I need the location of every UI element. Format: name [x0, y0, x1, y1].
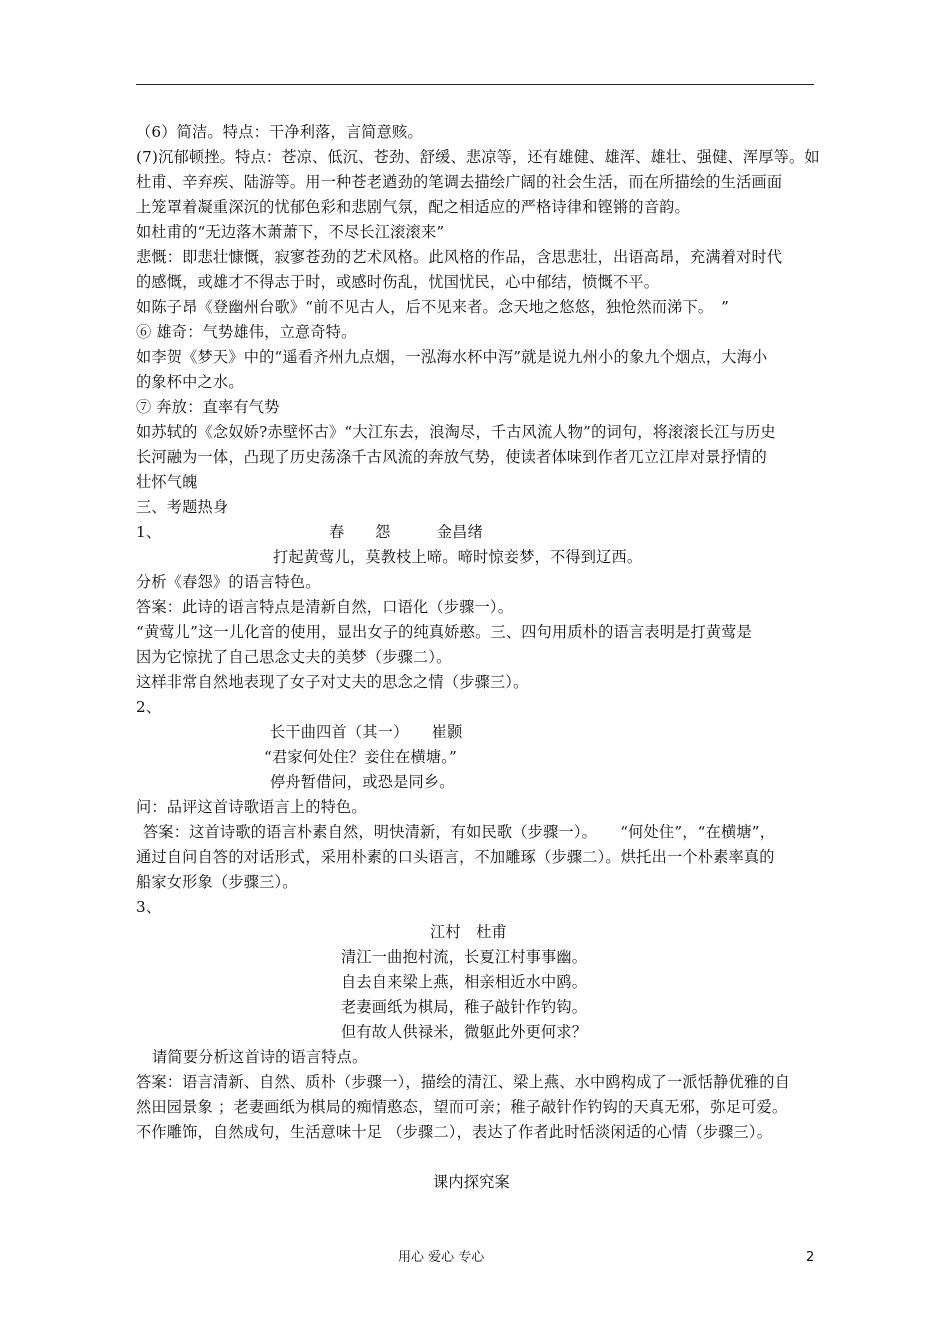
text-line: 然田园景象 ；老妻画纸为棋局的痴情憨态，望而可亲；稚子敲针作钓钩的天真无邪，弥足可爱。 — [136, 1098, 788, 1116]
text-line: 不作雕饰，自然成句，生活意味十足 （步骤二），表达了作者此时恬淡闲适的心情（步骤三）。 — [136, 1123, 773, 1141]
text-line: 的感慨，或雄才不得志于时，或感时伤乱，忧国忧民，心中郁结，愤慨不平。 — [136, 273, 660, 291]
text-line: (7)沉郁顿挫。特点：苍凉、低沉、苍劲、舒缓、悲凉等，还有雄健、雄浑、雄壮、强健、浑厚等。如 — [136, 148, 820, 166]
poem-line: 老妻画纸为棋局，稚子敲针作钓钩。 — [341, 998, 588, 1016]
text-line: 分析《春怨》的语言特色。 — [136, 573, 321, 591]
poem-title: 江村 杜甫 — [430, 923, 507, 941]
question-number: 2、 — [136, 698, 162, 716]
text-line: 悲慨：即悲壮慷慨，寂寥苍劲的艺术风格。此风格的作品，含思悲壮，出语高昂，充满着对时代 — [136, 248, 783, 266]
text-line: 壮怀气魄 — [136, 473, 198, 491]
text-line: 请简要分析这首诗的语言特点。 — [152, 1048, 368, 1066]
text-line: 如杜甫的“无边落木萧萧下，不尽长江滚滚来” — [136, 223, 445, 241]
poem-line: 清江一曲抱村流，长夏江村事事幽。 — [341, 948, 588, 966]
text-line: “黄莺儿”这一儿化音的使用，显出女子的纯真娇憨。三、四句用质朴的语言表明是打黄莺是 — [136, 623, 753, 641]
poem-line: 停舟暂借问，或恐是同乡。 — [270, 773, 455, 791]
poem-line: 自去自来梁上燕，相亲相近水中鸥。 — [341, 973, 588, 991]
page-number: 2 — [806, 1250, 815, 1265]
text-line: （6）简洁。特点：干净利落，言简意赅。 — [136, 123, 423, 141]
text-line: 答案：这首诗歌的语言朴素自然，明快清新，有如民歌（步骤一）。 “何处住”，“在横塘”， — [143, 823, 776, 841]
text-line: 因为它惊扰了自己思念丈夫的美梦（步骤二）。 — [136, 648, 452, 666]
text-line: 这样非常自然地表现了女子对丈夫的思念之情（步骤三）。 — [136, 673, 529, 691]
text-line: ⑥ 雄奇：气势雄伟，立意奇特。 — [136, 323, 357, 341]
poem-title: 长干曲四首（其一） 崔颢 — [270, 723, 463, 741]
poem-title: 春 怨 金昌绪 — [329, 523, 483, 541]
text-line: 如苏轼的《念奴娇?赤壁怀古》“大江东去，浪淘尽，千古风流人物”的词句，将滚滚长江与历史 — [136, 423, 776, 441]
text-line: 答案：此诗的语言特点是清新自然，口语化（步骤一）。 — [136, 598, 514, 616]
text-line: 通过自问自答的对话形式，采用朴素的口头语言，不加雕琢（步骤二）。烘托出一个朴素率真的 — [136, 848, 775, 866]
section-title: 课内探究案 — [433, 1173, 510, 1191]
text-line: 船家女形象（步骤三）。 — [136, 873, 298, 891]
text-line: ⑦ 奔放：直率有气势 — [136, 398, 280, 416]
text-line: 的象杯中之水。 — [136, 373, 244, 391]
text-line: 上笼罩着凝重深沉的忧郁色彩和悲剧气氛，配之相适应的严格诗律和铿锵的音韵。 — [136, 198, 690, 216]
question-number: 1、 — [136, 523, 162, 541]
question-number: 3、 — [136, 898, 162, 916]
poem-line: 但有故人供禄米，微躯此外更何求？ — [341, 1023, 588, 1041]
text-line: 答案：语言清新、自然、质朴（步骤一），描绘的清江、梁上燕、水中鸥构成了一派恬静优雅的自 — [136, 1073, 791, 1091]
text-line: 如陈子昂《登幽州台歌》“前不见古人，后不见来者。念天地之悠悠，独怆然而涕下。 ” — [136, 298, 730, 316]
text-line: 长河融为一体，凸现了历史荡涤千古风流的奔放气势，使读者体味到作者兀立江岸对景抒情的 — [136, 448, 767, 466]
poem-line: “君家何处住？妾住在横塘。” — [264, 748, 457, 766]
section-heading: 三、考题热身 — [136, 498, 229, 516]
footer-motto: 用心 爱心 专心 — [398, 1250, 485, 1265]
header-rule — [136, 84, 814, 85]
poem-line: 打起黄莺儿，莫教枝上啼。啼时惊妾梦，不得到辽西。 — [273, 548, 643, 566]
text-line: 如李贺《梦天》中的“遥看齐州九点烟，一泓海水杯中泻”就是说九州小的象九个烟点，大海小 — [136, 348, 768, 366]
text-line: 杜甫、辛弃疾、陆游等。用一种苍老遒劲的笔调去描绘广阔的社会生活，而在所描绘的生活画面 — [136, 173, 783, 191]
text-line: 问：品评这首诗歌语言上的特色。 — [136, 798, 367, 816]
